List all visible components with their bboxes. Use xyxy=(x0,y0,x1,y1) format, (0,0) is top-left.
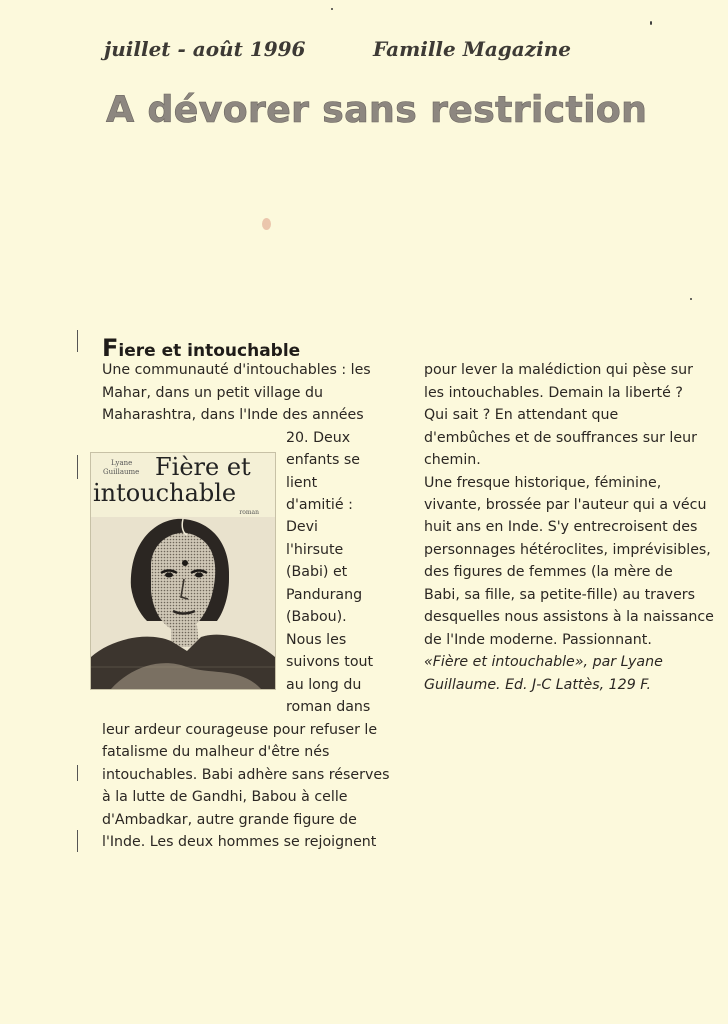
right-column-line: desquelles nous assistons à la naissance xyxy=(424,609,714,625)
right-column-line: de l'Inde moderne. Passionnant. xyxy=(424,632,652,648)
scan-speck xyxy=(650,21,652,25)
cover-author-last: Guillaume xyxy=(103,468,140,476)
left-column-line: Pandurang xyxy=(286,587,363,603)
margin-rule xyxy=(77,455,78,479)
margin-rule xyxy=(77,830,78,852)
page-headline: A dévorer sans restriction xyxy=(106,88,648,131)
left-column-line: Nous les xyxy=(286,632,347,648)
left-column-line: à la lutte de Gandhi, Babou à celle xyxy=(102,789,348,805)
right-column-line: Une fresque historique, féminine, xyxy=(424,475,662,491)
right-column-line: vivante, brossée par l'auteur qui a vécu xyxy=(424,497,707,513)
left-column-line: (Babi) et xyxy=(286,564,348,580)
book-cover xyxy=(90,452,276,690)
scan-speck xyxy=(331,8,333,10)
book-credit-line: «Fière et intouchable», par Lyane xyxy=(424,654,663,670)
left-column-line: suivons tout xyxy=(286,654,374,670)
left-column-line: l'hirsute xyxy=(286,542,344,558)
left-column-line: fatalisme du malheur d'être nés xyxy=(102,744,330,760)
right-column-line: chemin. xyxy=(424,452,481,468)
left-column-line: 20. Deux xyxy=(286,430,351,446)
publication-date: juillet - août 1996 xyxy=(104,37,306,61)
magazine-name: Famille Magazine xyxy=(373,37,571,61)
left-column-line: au long du xyxy=(286,677,362,693)
title-drop-cap: F xyxy=(102,334,119,362)
cover-title-line2: intouchable xyxy=(93,479,237,507)
margin-rule xyxy=(77,765,78,781)
left-column-line: (Babou). xyxy=(286,609,347,625)
cover-genre: roman xyxy=(239,509,259,516)
right-column-line: huit ans en Inde. S'y entrecroisent des xyxy=(424,519,698,535)
right-column-line: personnages hétéroclites, imprévisibles, xyxy=(424,542,711,558)
left-column-line: intouchables. Babi adhère sans réserves xyxy=(102,767,390,783)
right-column-line: les intouchables. Demain la liberté ? xyxy=(424,385,683,401)
right-column-line: Babi, sa fille, sa petite-fille) au travers xyxy=(424,587,696,603)
left-column-line: enfants se xyxy=(286,452,360,468)
cover-author xyxy=(103,459,139,477)
left-column-line: leur ardeur courageuse pour refuser le xyxy=(102,722,378,738)
right-column-line: Qui sait ? En attendant que xyxy=(424,407,619,423)
article-title xyxy=(102,334,300,362)
left-column-line: d'Ambadkar, autre grande figure de xyxy=(102,812,357,828)
scan-smudge xyxy=(262,218,271,230)
left-column-line: d'amitié : xyxy=(286,497,353,513)
title-text: iere et intouchable xyxy=(118,341,301,361)
left-column-line: l'Inde. Les deux hommes se rejoignent xyxy=(102,834,377,850)
scan-speck xyxy=(690,298,692,300)
left-column-line: Devi xyxy=(286,519,318,535)
right-column-line: d'embûches et de souffrances sur leur xyxy=(424,430,697,446)
left-column-line: roman dans xyxy=(286,699,371,715)
left-column-line: Mahar, dans un petit village du xyxy=(102,385,324,401)
margin-rule xyxy=(77,330,78,352)
woman-portrait-illustration xyxy=(91,517,275,689)
left-column-line: Maharashtra, dans l'Inde des années xyxy=(102,407,364,423)
left-column-line: lient xyxy=(286,475,318,491)
right-column-line: pour lever la malédiction qui pèse sur xyxy=(424,362,693,378)
left-column-line: Une communauté d'intouchables : les xyxy=(102,362,371,378)
book-credit-line: Guillaume. Ed. J-C Lattès, 129 F. xyxy=(424,677,652,693)
right-column-line: des figures de femmes (la mère de xyxy=(424,564,673,580)
cover-author-first: Lyane xyxy=(111,459,133,467)
cover-title-line1: Fière et xyxy=(155,453,251,481)
